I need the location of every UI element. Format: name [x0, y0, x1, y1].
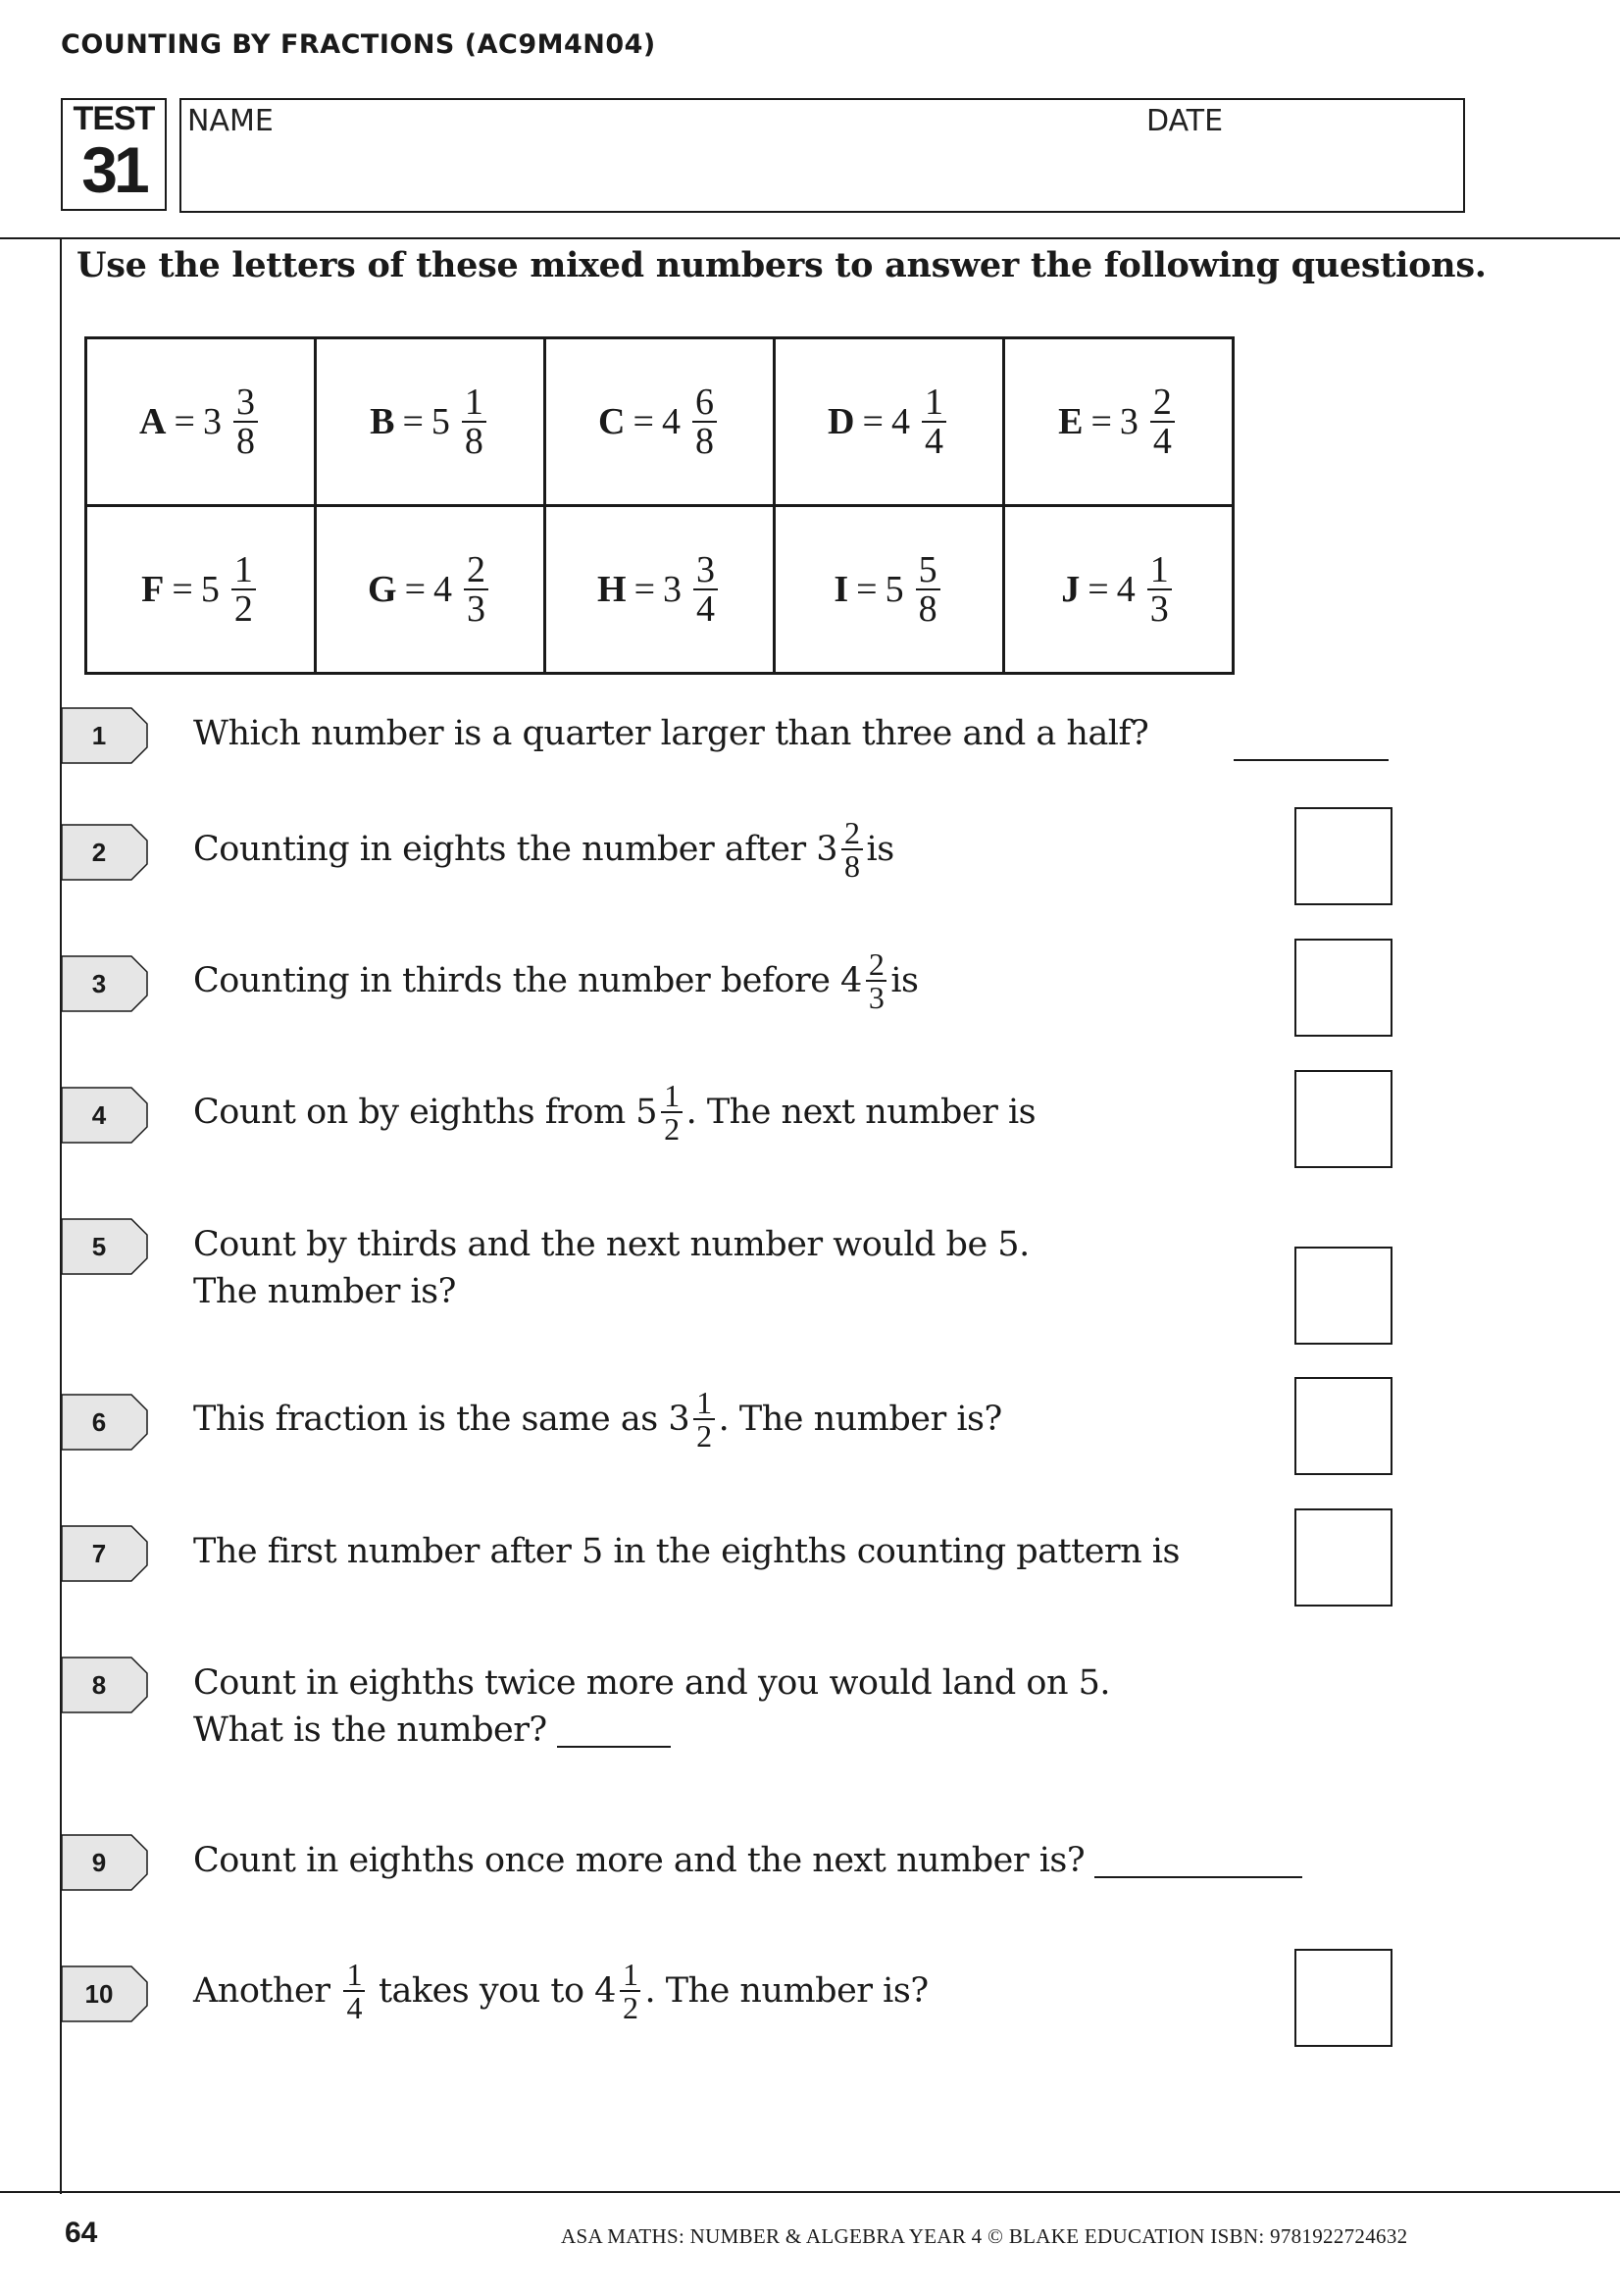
question-text-line-2: The number is?: [193, 1272, 456, 1311]
question-text: [193, 1528, 1180, 1575]
whole-number: 3: [202, 401, 222, 442]
table-cell-d: [775, 338, 1004, 506]
instruction-text: Use the letters of these mixed numbers to answer the following questions.: [76, 245, 1487, 285]
cell-letter: E: [1058, 401, 1084, 442]
denominator: 8: [462, 421, 486, 460]
footer-divider: [0, 2191, 1620, 2193]
whole-number: 4: [1116, 569, 1136, 610]
fraction: [693, 1387, 715, 1452]
question-text: [193, 1080, 1036, 1145]
whole-number: 5: [430, 401, 450, 442]
equals-sign: =: [1088, 569, 1109, 610]
table-cell-g: [316, 506, 545, 674]
whole-number: 5: [200, 569, 220, 610]
question-number: 2: [91, 838, 107, 867]
numerator: 6: [694, 382, 714, 423]
numerator: 1: [664, 1078, 680, 1113]
question-text-part: Counting in thirds the number before 4: [193, 961, 862, 1000]
denominator: 4: [1150, 421, 1175, 460]
question-number: 1: [91, 721, 107, 750]
whole-number: 4: [661, 401, 681, 442]
cell-letter: A: [139, 401, 167, 442]
fraction: [464, 551, 488, 628]
denominator: 3: [866, 980, 887, 1013]
equals-sign: =: [1090, 401, 1112, 442]
equals-sign: =: [404, 569, 426, 610]
whole-number: 3: [663, 569, 682, 610]
denominator: 3: [1147, 588, 1172, 628]
answer-line[interactable]: [1094, 1843, 1302, 1878]
table-cell-h: [545, 506, 775, 674]
question-text: [193, 1659, 1110, 1754]
denominator: 4: [922, 421, 946, 460]
denominator: 3: [464, 588, 488, 628]
table-row: [86, 506, 1234, 674]
fraction: [661, 1080, 683, 1145]
question-number: 4: [91, 1100, 107, 1130]
fraction: [866, 948, 887, 1013]
question-number: 7: [91, 1539, 107, 1568]
equals-sign: =: [174, 401, 195, 442]
table-cell-i: [775, 506, 1004, 674]
date-label: DATE: [1146, 104, 1224, 138]
table-cell-e: [1004, 338, 1234, 506]
question-number: 9: [91, 1848, 107, 1877]
table-cell-j: [1004, 506, 1234, 674]
numerator: 2: [868, 946, 885, 982]
numerator: 1: [924, 382, 943, 423]
fraction: [693, 551, 718, 628]
question-text-line-2: What is the number?: [193, 1710, 547, 1750]
equals-sign: =: [633, 401, 654, 442]
question-text: [193, 817, 894, 882]
denominator: 8: [841, 848, 863, 882]
fraction: [692, 383, 717, 460]
page-title: COUNTING BY FRACTIONS (AC9M4N04): [61, 29, 656, 60]
cell-letter: G: [368, 569, 397, 610]
name-label: NAME: [187, 104, 274, 138]
numerator: 1: [1149, 549, 1169, 590]
cell-letter: H: [597, 569, 627, 610]
question-number-badge: [61, 1394, 149, 1451]
question-number-badge: [61, 1218, 149, 1275]
question-text: [193, 1221, 1030, 1315]
margin-rule: [60, 237, 62, 2194]
answer-box[interactable]: [1294, 939, 1392, 1037]
question-text-part: is: [890, 961, 919, 1000]
fraction: [343, 1959, 365, 2023]
question-text-part: Another: [193, 1971, 330, 2011]
question-number: 8: [91, 1670, 107, 1700]
fraction: [1150, 383, 1175, 460]
question-number-badge: [61, 1834, 149, 1891]
equals-sign: =: [172, 569, 193, 610]
equals-sign: =: [633, 569, 655, 610]
cell-letter: B: [370, 401, 395, 442]
denominator: 2: [231, 588, 256, 628]
cell-letter: I: [834, 569, 849, 610]
test-number-box: [61, 98, 167, 211]
question-number-badge: [61, 955, 149, 1012]
question-number-badge: [61, 824, 149, 881]
question-number: 3: [91, 969, 107, 998]
table-cell-b: [316, 338, 545, 506]
table-cell-a: [86, 338, 316, 506]
whole-number: 4: [433, 569, 452, 610]
denominator: 4: [693, 588, 718, 628]
question-text-part: Count on by eighths from 5: [193, 1093, 658, 1132]
numerator: 2: [1152, 382, 1172, 423]
question-text: [193, 1837, 1302, 1884]
question-text-part: This fraction is the same as 3: [193, 1400, 690, 1439]
header-divider: [0, 237, 1620, 239]
table-cell-f: [86, 506, 316, 674]
answer-box[interactable]: [1294, 1377, 1392, 1475]
numerator: 3: [235, 382, 255, 423]
denominator: 8: [692, 421, 717, 460]
denominator: 2: [693, 1418, 715, 1452]
page-number: 64: [65, 2217, 98, 2249]
cell-letter: C: [598, 401, 626, 442]
answer-box[interactable]: [1294, 1508, 1392, 1607]
equals-sign: =: [402, 401, 424, 442]
question-text-part: . The next number is: [685, 1093, 1037, 1132]
numerator: 1: [464, 382, 483, 423]
question-number-badge: [61, 707, 149, 764]
equals-sign: =: [856, 569, 878, 610]
numerator: 5: [918, 549, 937, 590]
question-number-badge: [61, 1087, 149, 1144]
question-text-line-1: Count by thirds and the next number would be 5.: [193, 1225, 1030, 1264]
denominator: 2: [620, 1990, 641, 2023]
question-number: 6: [91, 1407, 107, 1437]
name-date-field[interactable]: [179, 98, 1465, 213]
fraction: [620, 1959, 641, 2023]
numerator: 1: [233, 549, 253, 590]
fraction: [916, 551, 940, 628]
question-text: [193, 1959, 929, 2023]
question-text-part: The first number after 5 in the eighths counting pattern is: [193, 1532, 1180, 1571]
whole-number: 3: [1119, 401, 1139, 442]
cell-letter: F: [141, 569, 165, 610]
question-number-badge: [61, 1525, 149, 1582]
fraction: [1147, 551, 1172, 628]
question-text-part: takes you to 4: [378, 1971, 616, 2011]
fraction: [231, 551, 256, 628]
question-text-part: Counting in eights the number after 3: [193, 830, 838, 869]
test-number: 31: [81, 133, 146, 206]
answer-box[interactable]: [1294, 1949, 1392, 2047]
equals-sign: =: [862, 401, 884, 442]
numerator: 1: [346, 1957, 362, 1992]
cell-letter: J: [1061, 569, 1081, 610]
question-text-part: Count in eighths once more and the next number is?: [193, 1841, 1086, 1880]
answer-line[interactable]: [1234, 759, 1389, 761]
answer-box[interactable]: [1294, 1070, 1392, 1168]
cell-letter: D: [828, 401, 855, 442]
table-row: [86, 338, 1234, 506]
question-text-part: . The number is?: [718, 1400, 1002, 1439]
fraction: [462, 383, 486, 460]
denominator: 2: [661, 1111, 683, 1145]
question-number-badge: [61, 1965, 149, 2022]
question-number-badge: [61, 1657, 149, 1713]
question-number: 5: [91, 1232, 107, 1261]
numerator: 1: [696, 1385, 712, 1420]
answer-line[interactable]: [557, 1712, 671, 1748]
numerator: 2: [844, 815, 860, 850]
answer-box[interactable]: [1294, 1247, 1392, 1345]
denominator: 4: [343, 1990, 365, 2023]
question-text-part: is: [866, 830, 894, 869]
whole-number: 4: [890, 401, 910, 442]
mixed-numbers-table: [84, 336, 1235, 675]
test-label: TEST: [73, 100, 155, 137]
question-text-line-1: Count in eighths twice more and you would land on 5.: [193, 1663, 1111, 1703]
denominator: 8: [233, 421, 258, 460]
fraction: [233, 383, 258, 460]
numerator: 1: [622, 1957, 638, 1992]
table-cell-c: [545, 338, 775, 506]
question-text-part: . The number is?: [644, 1971, 929, 2011]
question-text-part: Which number is a quarter larger than three and a half?: [193, 714, 1149, 753]
numerator: 3: [696, 549, 715, 590]
fraction: [922, 383, 946, 460]
question-text: [193, 1387, 1002, 1452]
footer-credit: ASA MATHS: NUMBER & ALGEBRA YEAR 4 © BLAKE EDUCATION ISBN: 9781922724632: [561, 2224, 1408, 2248]
answer-box[interactable]: [1294, 807, 1392, 905]
denominator: 8: [916, 588, 940, 628]
question-text: [193, 710, 1148, 757]
question-text: [193, 948, 918, 1013]
whole-number: 5: [885, 569, 904, 610]
question-number: 10: [84, 1979, 114, 2009]
numerator: 2: [467, 549, 485, 590]
fraction: [841, 817, 863, 882]
